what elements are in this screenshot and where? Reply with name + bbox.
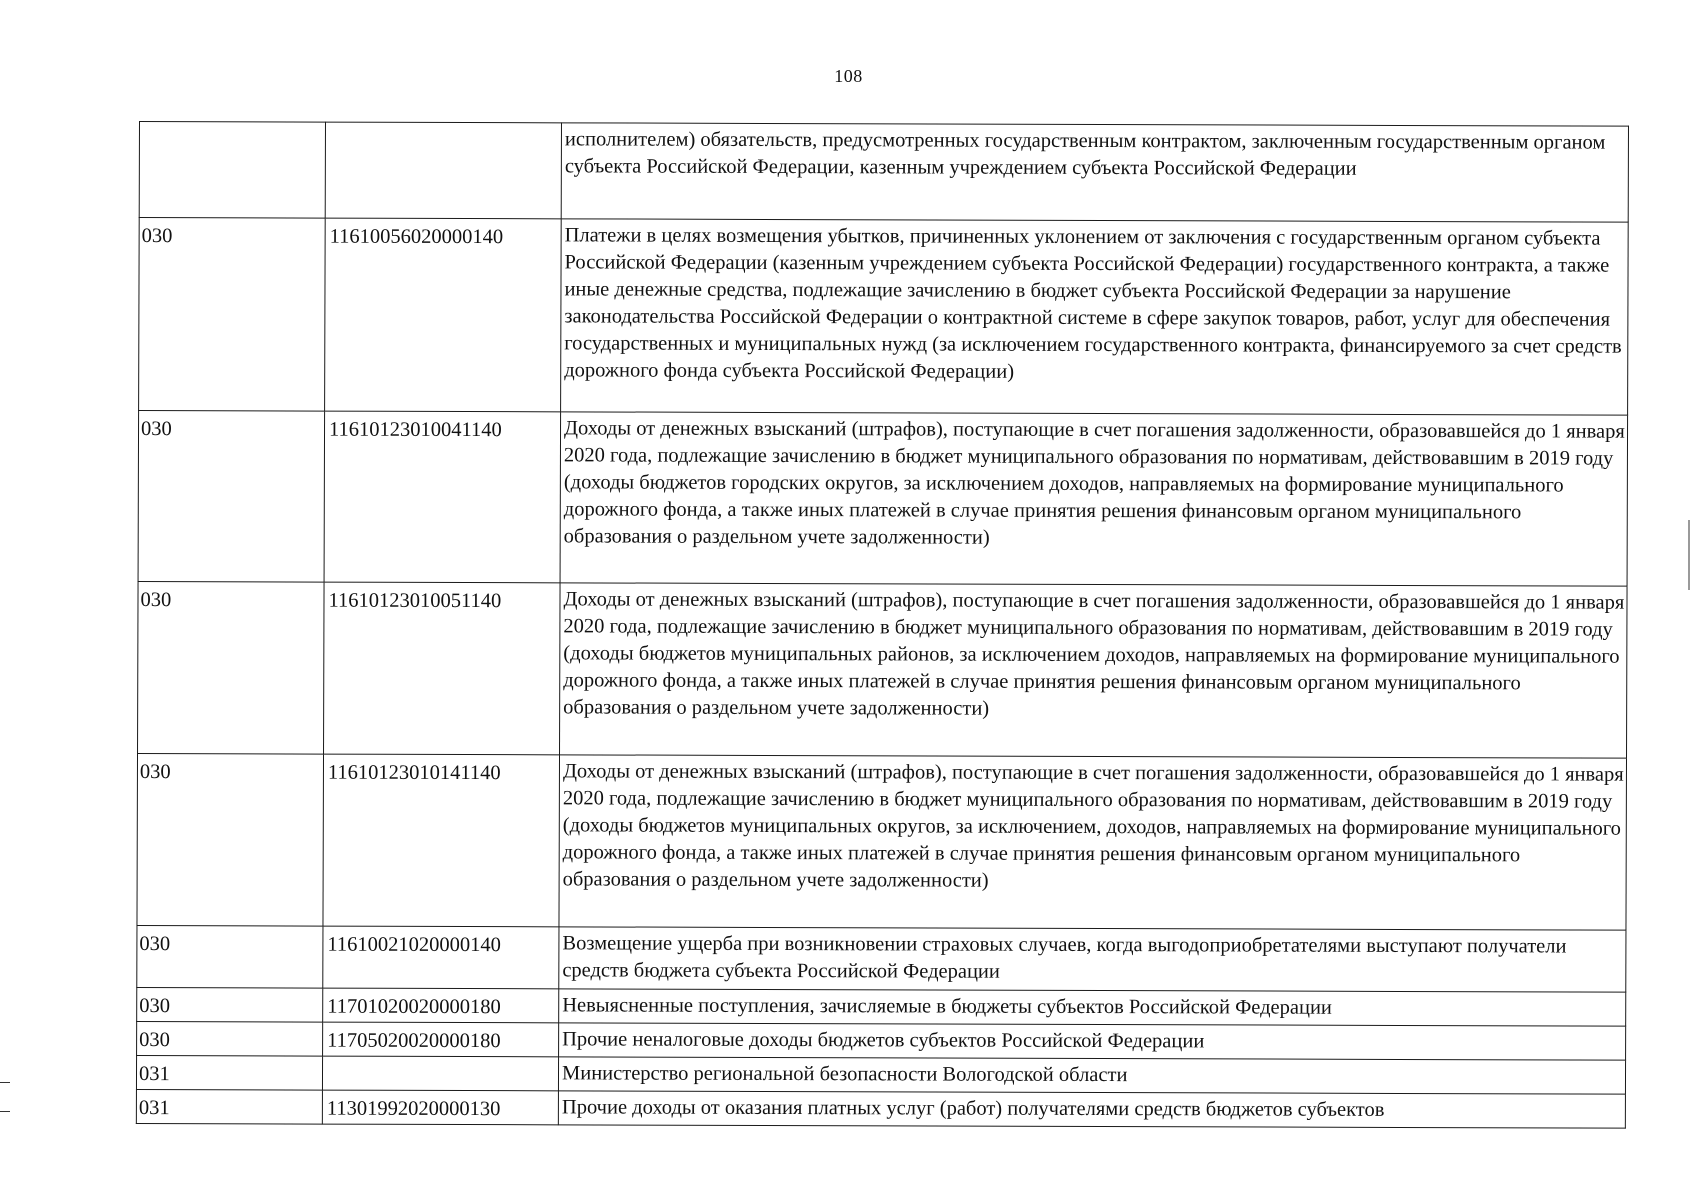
description-cell: Доходы от денежных взысканий (штрафов), поступающие в счет погашения задолженности, образовавшейся до 1 января 2020 года, подлежащие зачислению в бюджет муниципального образования по нормативам, действовавшим в 2019 году (доходы бюджетов муниципальных районов, за исключением доходов, направляемых на формирование муниципального дорожного фонда, а также иных платежей в случае принятия решения финансовым органом муниципального образования о раздельном учете задолженности) <box>560 583 1628 758</box>
table-row <box>139 122 1628 223</box>
admin-code-cell <box>137 753 324 926</box>
table-row <box>139 218 1629 416</box>
admin-code-cell <box>136 1089 322 1124</box>
admin-code-cell <box>136 1055 322 1090</box>
admin-code: 030 <box>139 1029 170 1052</box>
description-cell: Министерство региональной безопасности Вологодской области <box>558 1057 1625 1094</box>
kbk-code-cell <box>324 411 561 583</box>
table-row <box>136 1055 1625 1094</box>
admin-code-cell <box>137 925 323 988</box>
kbk-code-cell <box>325 218 562 412</box>
admin-code-cell <box>138 411 325 583</box>
description-cell: Возмещение ущерба при возникновении страховых случаев, когда выгодоприобретателями выступают получатели средств бюджета субъекта Российской Федерации <box>559 927 1626 992</box>
kbk-code-cell <box>323 926 559 989</box>
description-cell: Доходы от денежных взысканий (штрафов), поступающие в счет погашения задолженности, образовавшейся до 1 января 2020 года, подлежащие зачислению в бюджет муниципального образования по нормативам, действовавшим в 2019 году (доходы бюджетов муниципальных округов, за исключением, доходов, направляемых на формирование муниципального дорожного фонда, а также иных платежей в случае принятия решения финансовым органом муниципального образования о раздельном учете задолженности) <box>559 755 1627 930</box>
admin-code: 030 <box>141 225 173 248</box>
kbk-code: 11610021020000140 <box>327 933 501 957</box>
admin-code: 030 <box>140 589 172 612</box>
kbk-code-cell <box>323 1022 559 1057</box>
description-cell: исполнителем) обязательств, предусмотренных государственным контрактом, заключенным государственным органом субъекта Российской Федерации, казенным учреждением субъекта Российской Федерации <box>561 123 1628 222</box>
margin-mark-top <box>0 1082 10 1083</box>
table-row <box>138 411 1628 587</box>
admin-code: 030 <box>139 761 171 784</box>
table-row <box>137 987 1626 1026</box>
admin-code-cell <box>138 581 325 754</box>
margin-mark-bottom <box>0 1111 10 1112</box>
admin-code: 030 <box>139 995 171 1018</box>
table-row <box>138 581 1628 758</box>
table-row <box>137 1021 1626 1060</box>
kbk-code: 11610123010141140 <box>327 761 501 785</box>
table-row <box>137 753 1627 930</box>
kbk-code: 11610123010041140 <box>328 418 502 442</box>
kbk-code-cell <box>323 988 559 1023</box>
description-cell: Прочие неналоговые доходы бюджетов субъектов Российской Федерации <box>559 1023 1626 1060</box>
kbk-code-cell <box>322 1056 558 1091</box>
admin-code-cell <box>137 1021 323 1056</box>
kbk-code: 11705020020000180 <box>327 1029 501 1053</box>
kbk-code-cell <box>325 122 561 219</box>
table-row <box>136 1089 1625 1128</box>
description-cell: Доходы от денежных взысканий (штрафов), поступающие в счет погашения задолженности, образовавшейся до 1 января 2020 года, подлежащие зачислению в бюджет муниципального образования по нормативам, действовавшим в 2019 году (доходы бюджетов городских округов, за исключением доходов, направляемых на формирование муниципального дорожного фонда, а также иных платежей в случае принятия решения финансовым органом муниципального образования о раздельном учете задолженности) <box>560 412 1628 586</box>
admin-code-cell <box>137 987 323 1022</box>
admin-code: 030 <box>140 418 172 441</box>
description-cell: Невыясненные поступления, зачисляемые в бюджеты субъектов Российской Федерации <box>559 989 1626 1026</box>
kbk-code-cell <box>323 754 560 927</box>
revenue-codes-table <box>136 121 1629 1129</box>
admin-code-cell <box>139 218 326 412</box>
page-number: 108 <box>834 66 863 86</box>
description-cell: Платежи в целях возмещения убытков, причиненных уклонением от заключения с государственным органом субъекта Российской Федерации (казенным учреждением субъекта Российской Федерации) государственного контракта, а также иные денежные средства, подлежащие зачислению в бюджет субъекта Российской Федерации за нарушение законодательства Российской Федерации о контрактной системе в сфере закупок товаров, работ, услуг для обеспечения государственных и муниципальных нужд (за исключением государственного контракта, финансируемого за счет средств дорожного фонда субъекта Российской Федерации) <box>561 219 1629 415</box>
kbk-code: 11610123010051140 <box>328 589 502 613</box>
description-cell: Прочие доходы от оказания платных услуг (работ) получателями средств бюджетов субъектов <box>558 1091 1625 1128</box>
table-row <box>137 925 1626 992</box>
kbk-code-cell <box>324 582 561 755</box>
admin-code: 031 <box>138 1063 170 1086</box>
admin-code: 030 <box>139 933 171 956</box>
kbk-code-cell <box>322 1090 558 1125</box>
kbk-code: 11610056020000140 <box>329 225 504 249</box>
kbk-code: 11301992020000130 <box>326 1097 501 1121</box>
admin-code: 031 <box>138 1097 170 1120</box>
kbk-code: 11701020020000180 <box>327 995 501 1019</box>
scan-edge-mark <box>1688 520 1690 590</box>
admin-code-cell <box>139 122 325 219</box>
